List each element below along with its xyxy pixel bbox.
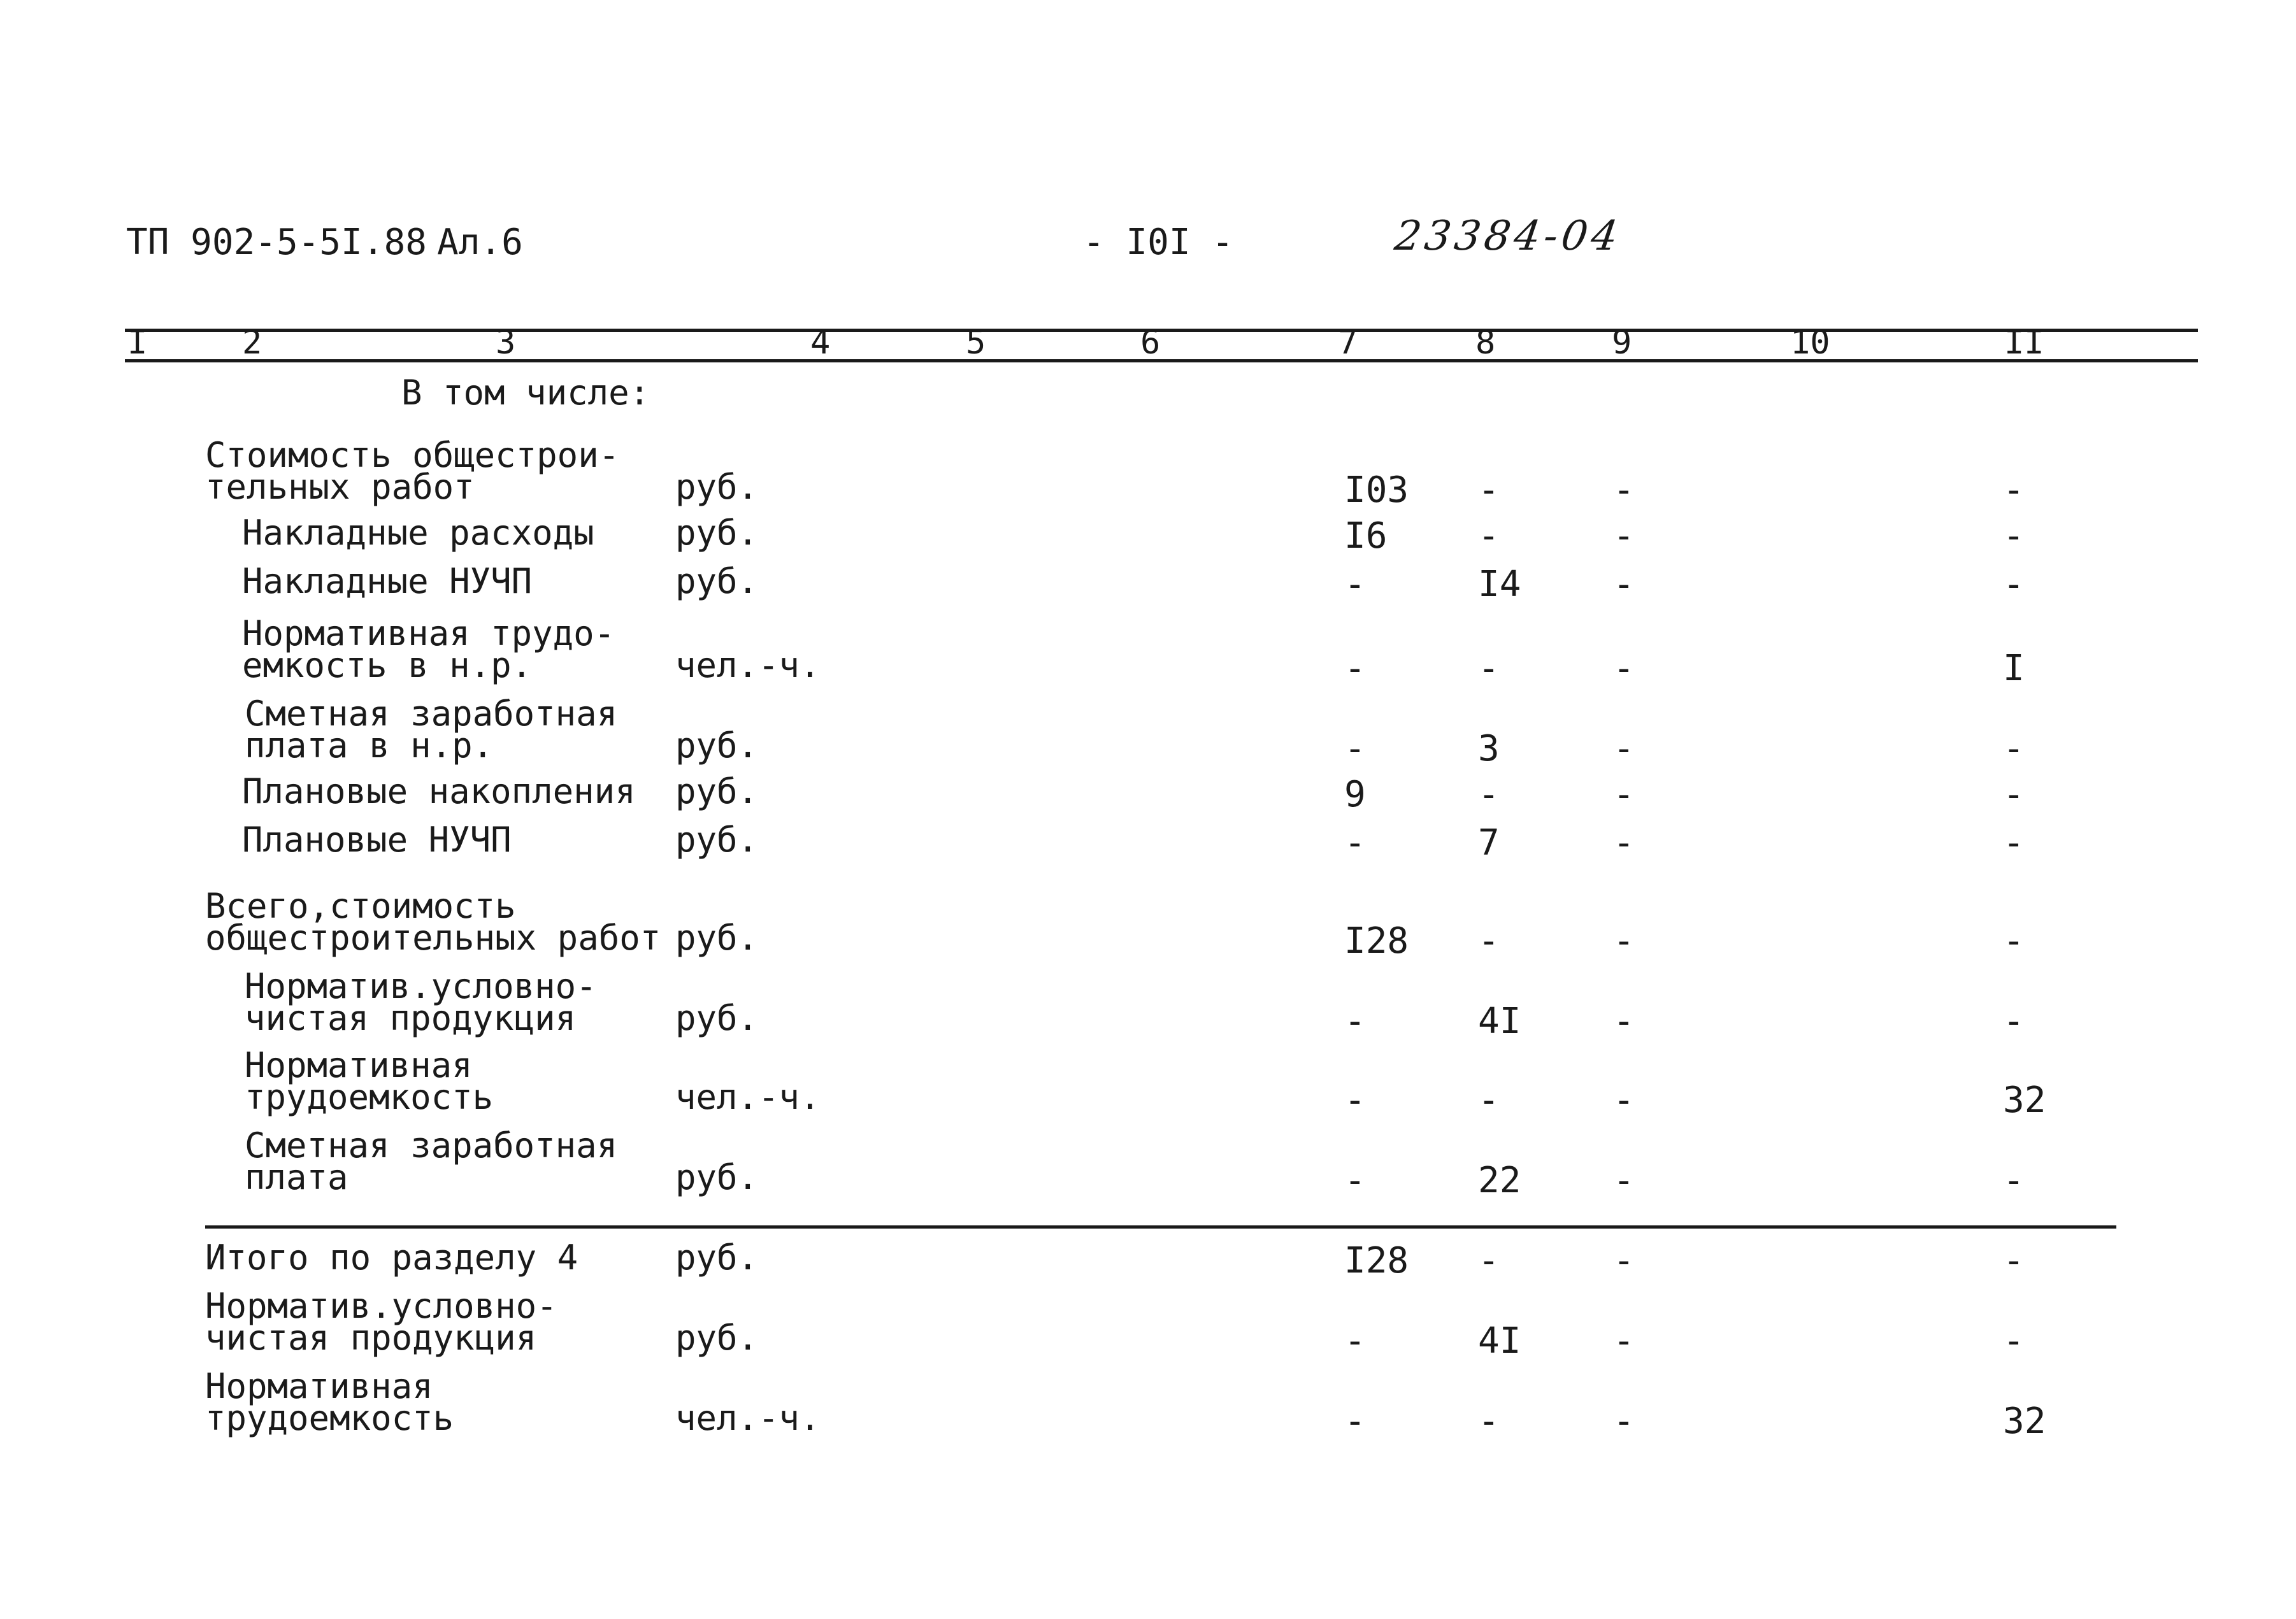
table-subtitle: В том числе:	[401, 373, 650, 413]
cell-col-7: -	[1344, 1160, 1366, 1201]
row-unit: руб.	[675, 1318, 759, 1358]
cell-col-8: -	[1478, 920, 1500, 962]
cell-col-9: -	[1613, 564, 1635, 605]
cell-col-9: -	[1613, 728, 1635, 769]
cell-col-7: -	[1344, 648, 1366, 689]
row-label-line: Сметная заработная	[245, 1125, 618, 1166]
row-label-line: чистая продукция	[205, 1318, 537, 1358]
cell-col-7: -	[1344, 564, 1366, 605]
row-unit: руб.	[675, 1237, 759, 1278]
column-number: 3	[496, 324, 516, 362]
table-top-rule	[125, 329, 2198, 332]
row-label-line: Нормативная	[205, 1366, 433, 1406]
row-unit: руб.	[675, 771, 759, 811]
row-unit: чел.-ч.	[675, 1398, 821, 1438]
column-header-rule	[125, 359, 2198, 362]
column-number: 4	[810, 324, 831, 362]
cell-col-7: -	[1344, 1401, 1366, 1442]
column-number: II	[2004, 324, 2044, 362]
cell-col-7: -	[1344, 822, 1366, 864]
row-label-line: Нормативная	[245, 1045, 473, 1085]
cell-col-11: -	[2003, 1240, 2025, 1281]
cell-col-11: -	[2003, 469, 2025, 511]
cell-col-7: 9	[1344, 774, 1366, 815]
cell-col-9: -	[1613, 1320, 1635, 1362]
row-label-line: Норматив.условно-	[245, 966, 597, 1006]
cell-col-11: I	[2003, 648, 2025, 689]
cell-col-11: -	[2003, 515, 2025, 557]
cell-col-7: -	[1344, 1001, 1366, 1042]
row-label-line: плата в н.р.	[245, 725, 494, 766]
row-unit: руб.	[675, 467, 759, 507]
cell-col-11: -	[2003, 1320, 2025, 1362]
cell-col-7: I28	[1344, 1240, 1409, 1281]
row-label-line: трудоемкость	[245, 1077, 494, 1117]
row-label-line: общестроительных работ	[205, 918, 661, 958]
cell-col-8: -	[1478, 648, 1500, 689]
column-number: 2	[242, 324, 262, 362]
cell-col-9: -	[1613, 1401, 1635, 1442]
cell-col-11: -	[2003, 822, 2025, 864]
row-unit: руб.	[675, 1157, 759, 1197]
row-unit: чел.-ч.	[675, 1077, 821, 1117]
cell-col-9: -	[1613, 469, 1635, 511]
cell-col-11: -	[2003, 774, 2025, 815]
cell-col-7: I03	[1344, 469, 1409, 511]
cell-col-8: I4	[1478, 564, 1521, 605]
cell-col-9: -	[1613, 822, 1635, 864]
cell-col-9: -	[1613, 648, 1635, 689]
row-label-line: Норматив.условно-	[205, 1286, 557, 1326]
row-unit: руб.	[675, 561, 759, 601]
row-label-line: тельных работ	[205, 467, 475, 507]
cell-col-7: -	[1344, 1080, 1366, 1121]
row-unit: руб.	[675, 513, 759, 553]
cell-col-11: -	[2003, 728, 2025, 769]
cell-col-7: -	[1344, 1320, 1366, 1362]
cell-col-11: -	[2003, 1160, 2025, 1201]
column-number: 8	[1475, 324, 1496, 362]
cell-col-8: 7	[1478, 822, 1500, 864]
cell-col-9: -	[1613, 1001, 1635, 1042]
cell-col-9: -	[1613, 920, 1635, 962]
album-label: Ал.6	[437, 222, 523, 263]
row-label-line: Накладные расходы	[242, 513, 594, 553]
page-number: - I0I -	[1083, 222, 1234, 263]
cell-col-8: -	[1478, 515, 1500, 557]
cell-col-11: -	[2003, 564, 2025, 605]
cell-col-8: 3	[1478, 728, 1500, 769]
column-number: 7	[1338, 324, 1358, 362]
column-number: 10	[1790, 324, 1830, 362]
cell-col-8: -	[1478, 1401, 1500, 1442]
row-unit: руб.	[675, 998, 759, 1038]
row-label-line: Нормативная трудо-	[242, 613, 615, 653]
cell-col-11: 32	[2003, 1401, 2046, 1442]
row-unit: чел.-ч.	[675, 645, 821, 685]
column-number: 5	[966, 324, 986, 362]
row-label-line: Итого по разделу 4	[205, 1237, 578, 1278]
cell-col-9: -	[1613, 515, 1635, 557]
row-label-line: Стоимость общестрои-	[205, 435, 620, 475]
row-label-line: Сметная заработная	[245, 694, 618, 734]
cell-col-7: I6	[1344, 515, 1388, 557]
row-label-line: Плановые накопления	[242, 771, 636, 811]
row-unit: руб.	[675, 725, 759, 766]
cell-col-9: -	[1613, 1240, 1635, 1281]
row-label-line: чистая продукция	[245, 998, 577, 1038]
cell-col-8: 4I	[1478, 1320, 1521, 1362]
cell-col-8: 4I	[1478, 1001, 1521, 1042]
row-label-line: Всего,стоимость	[205, 886, 516, 926]
row-unit: руб.	[675, 820, 759, 860]
cell-col-9: -	[1613, 1160, 1635, 1201]
cell-col-7: I28	[1344, 920, 1409, 962]
row-label-line: Плановые НУЧП	[242, 820, 512, 860]
handwritten-inventory-number: 23384-04	[1391, 213, 1625, 260]
cell-col-11: 32	[2003, 1080, 2046, 1121]
column-number: 6	[1140, 324, 1161, 362]
column-number: 9	[1612, 324, 1632, 362]
cell-col-8: -	[1478, 774, 1500, 815]
column-number: I	[127, 324, 148, 362]
cell-col-9: -	[1613, 774, 1635, 815]
row-unit: руб.	[675, 918, 759, 958]
row-label-line: плата	[245, 1157, 348, 1197]
cell-col-9: -	[1613, 1080, 1635, 1121]
cell-col-8: 22	[1478, 1160, 1521, 1201]
cell-col-7: -	[1344, 728, 1366, 769]
cell-col-8: -	[1478, 1240, 1500, 1281]
cell-col-11: -	[2003, 1001, 2025, 1042]
section-total-rule	[205, 1225, 2116, 1229]
cell-col-8: -	[1478, 469, 1500, 511]
cell-col-11: -	[2003, 920, 2025, 962]
cell-col-8: -	[1478, 1080, 1500, 1121]
row-label-line: емкость в н.р.	[242, 645, 533, 685]
row-label-line: трудоемкость	[205, 1398, 454, 1438]
row-label-line: Накладные НУЧП	[242, 561, 533, 601]
document-code: ТП 902-5-5I.88	[126, 222, 427, 263]
